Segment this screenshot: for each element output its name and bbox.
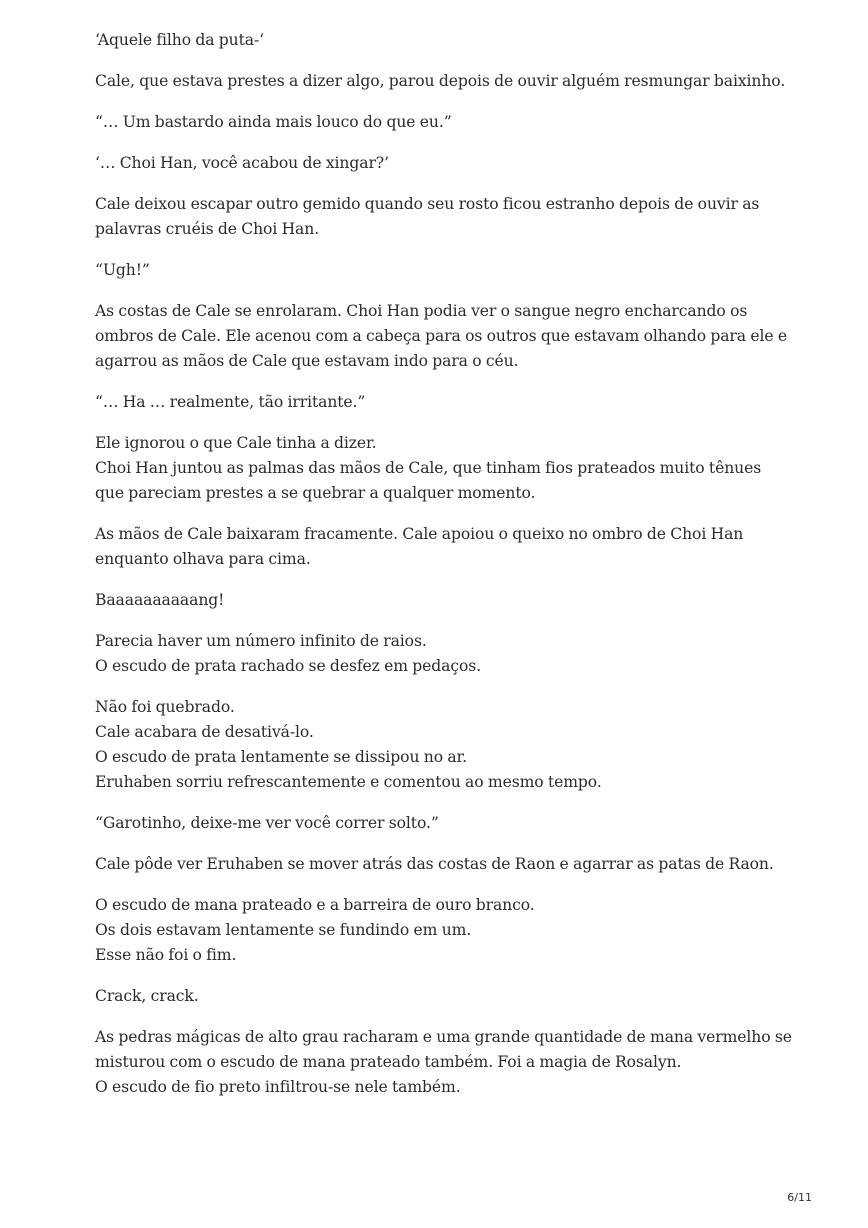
- text-line: Parecia haver um número infinito de raios.: [95, 632, 427, 650]
- text-line: Cale deixou escapar outro gemido quando seu rosto ficou estranho depois de ouvir as: [95, 195, 760, 213]
- paragraph: [95, 390, 795, 415]
- document-body: [95, 28, 795, 1116]
- paragraph: [95, 258, 795, 283]
- text-line: palavras cruéis de Choi Han.: [95, 220, 320, 238]
- text-line: Crack, crack.: [95, 987, 199, 1005]
- paragraph: [95, 852, 795, 877]
- text-line: As mãos de Cale baixaram fracamente. Cale apoiou o queixo no ombro de Choi Han: [95, 525, 744, 543]
- text-line: “… Ha … realmente, tão irritante.”: [95, 393, 366, 411]
- text-line: Ele ignorou o que Cale tinha a dizer.: [95, 434, 377, 452]
- text-line: Eruhaben sorriu refrescantemente e comentou ao mesmo tempo.: [95, 773, 602, 791]
- paragraph: [95, 522, 795, 572]
- page-number: 6/11: [787, 1191, 812, 1204]
- text-line: “Garotinho, deixe-me ver você correr solto.”: [95, 814, 439, 832]
- paragraph: [95, 1025, 795, 1100]
- text-line: As costas de Cale se enrolaram. Choi Han podia ver o sangue negro encharcando os: [95, 302, 748, 320]
- text-line: ombros de Cale. Ele acenou com a cabeça para os outros que estavam olhando para ele e: [95, 327, 787, 345]
- text-line: ‘Aquele filho da puta-‘: [95, 31, 265, 49]
- text-line: Cale acabara de desativá-lo.: [95, 723, 314, 741]
- paragraph: [95, 695, 795, 795]
- text-line: agarrou as mãos de Cale que estavam indo para o céu.: [95, 352, 519, 370]
- text-line: misturou com o escudo de mana prateado também. Foi a magia de Rosalyn.: [95, 1053, 682, 1071]
- text-line: Esse não foi o fim.: [95, 946, 237, 964]
- paragraph: [95, 893, 795, 968]
- paragraph: [95, 588, 795, 613]
- text-line: O escudo de prata lentamente se dissipou no ar.: [95, 748, 468, 766]
- text-line: ‘… Choi Han, você acabou de xingar?’: [95, 154, 389, 172]
- paragraph: [95, 28, 795, 53]
- text-line: “… Um bastardo ainda mais louco do que eu.”: [95, 113, 452, 131]
- text-line: Baaaaaaaaaang!: [95, 591, 225, 609]
- paragraph: [95, 192, 795, 242]
- text-line: “Ugh!”: [95, 261, 150, 279]
- text-line: Cale, que estava prestes a dizer algo, parou depois de ouvir alguém resmungar baixinho.: [95, 72, 786, 90]
- paragraph: [95, 299, 795, 374]
- paragraph: [95, 431, 795, 506]
- paragraph: [95, 984, 795, 1009]
- text-line: Não foi quebrado.: [95, 698, 235, 716]
- text-line: As pedras mágicas de alto grau racharam e uma grande quantidade de mana vermelho se: [95, 1028, 792, 1046]
- paragraph: [95, 69, 795, 94]
- text-line: Choi Han juntou as palmas das mãos de Cale, que tinham fios prateados muito tênues: [95, 459, 762, 477]
- paragraph: [95, 811, 795, 836]
- text-line: que pareciam prestes a se quebrar a qualquer momento.: [95, 484, 536, 502]
- text-line: Os dois estavam lentamente se fundindo em um.: [95, 921, 472, 939]
- text-line: O escudo de mana prateado e a barreira de ouro branco.: [95, 896, 535, 914]
- paragraph: [95, 629, 795, 679]
- text-line: O escudo de fio preto infiltrou-se nele também.: [95, 1078, 461, 1096]
- text-line: Cale pôde ver Eruhaben se mover atrás das costas de Raon e agarrar as patas de Raon.: [95, 855, 774, 873]
- text-line: O escudo de prata rachado se desfez em pedaços.: [95, 657, 482, 675]
- text-line: enquanto olhava para cima.: [95, 550, 311, 568]
- paragraph: [95, 110, 795, 135]
- paragraph: [95, 151, 795, 176]
